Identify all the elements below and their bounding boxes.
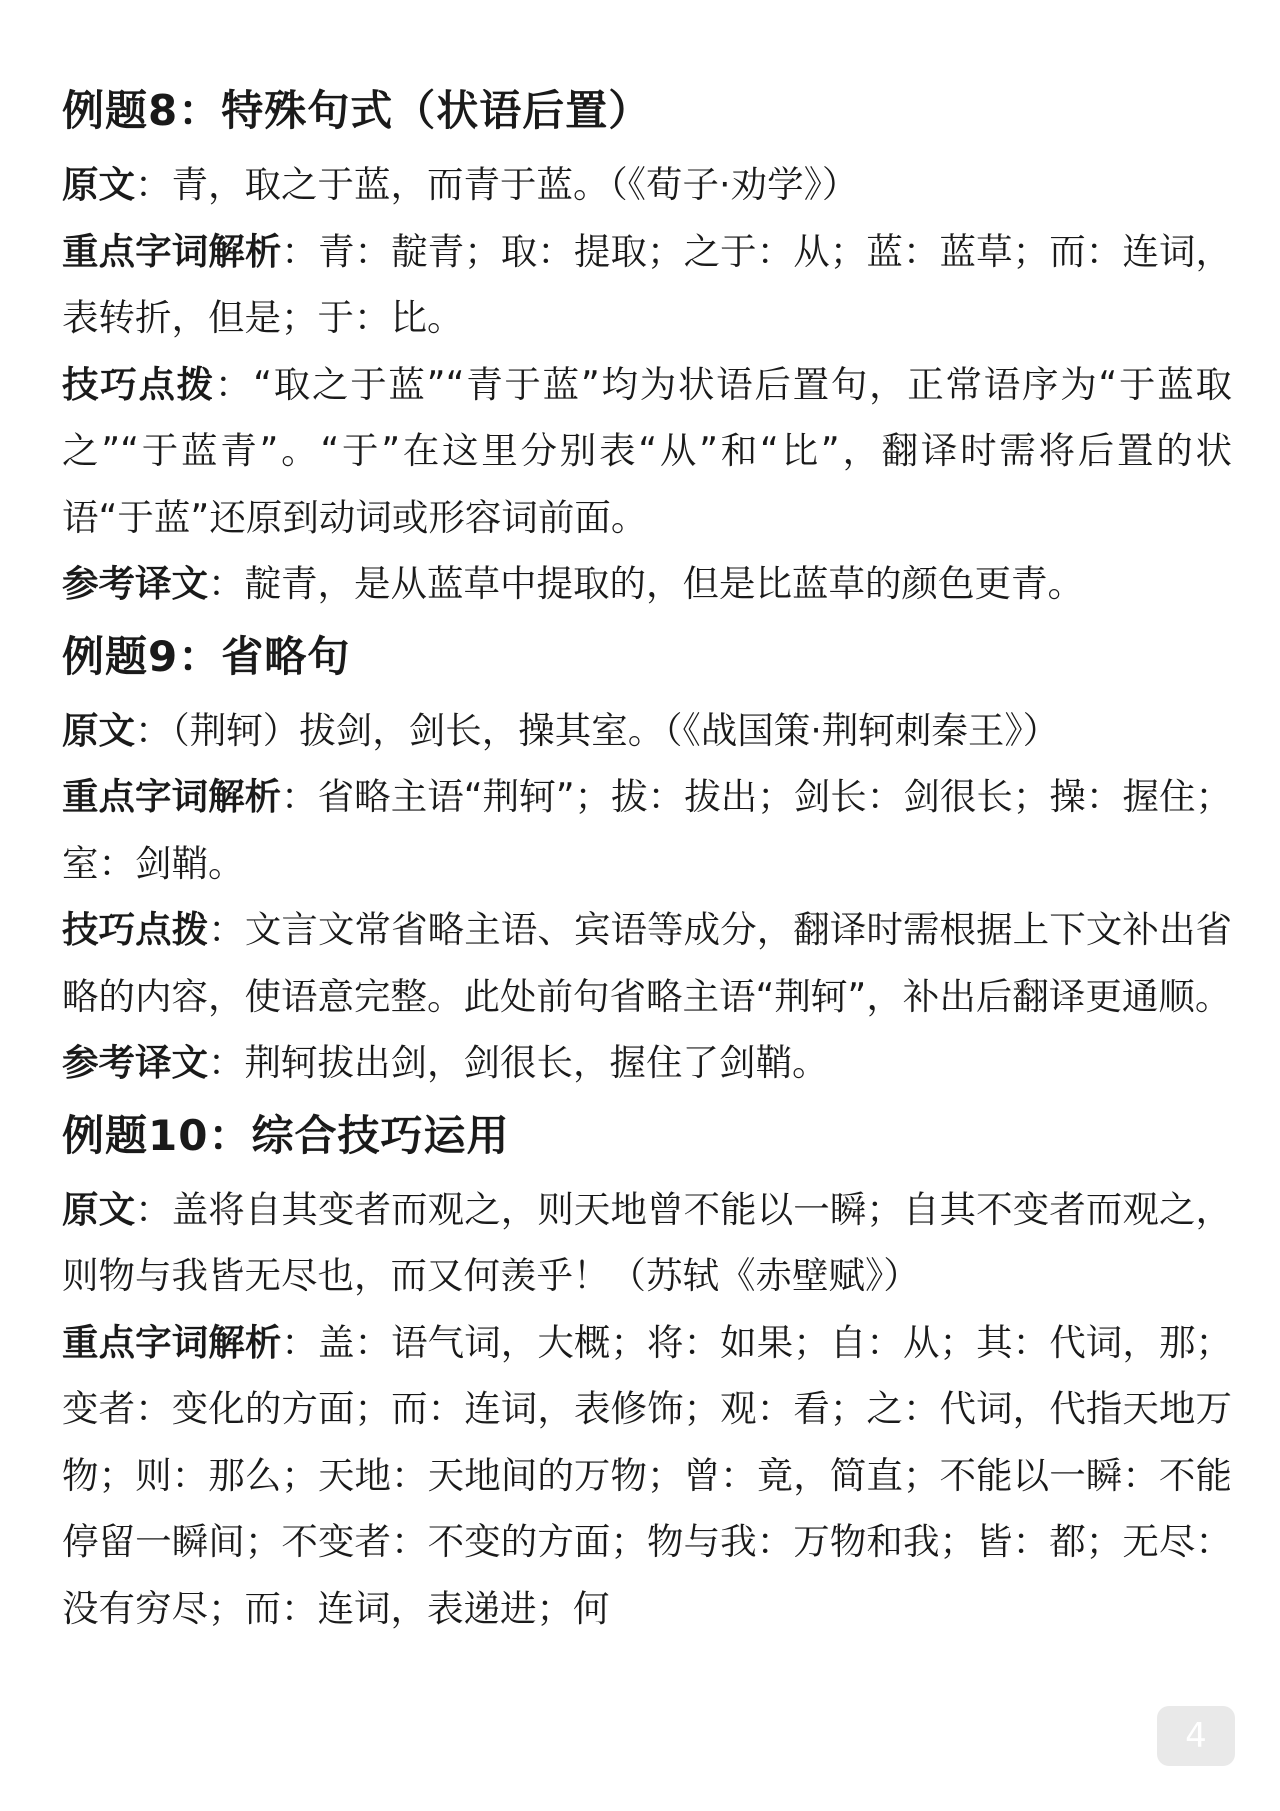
- tips-content: ：文言文常省略主语、宾语等成分，翻译时需根据上下文补出省略的内容，使语意完整。此处前句省略主语“荆轲”，补出后翻译更通顺。: [62, 908, 1233, 1018]
- example-8-original-text: [62, 152, 1232, 219]
- example-9-original-text: [62, 698, 1232, 765]
- page-number-badge: 4: [1157, 1706, 1235, 1766]
- key-words-content: ：省略主语“荆轲”；拔：拔出；剑长：剑很长；操：握住；室：剑鞘。: [62, 775, 1233, 885]
- example-8-section: [62, 78, 1232, 618]
- original-text-label: 原文: [62, 1187, 136, 1231]
- example-9-translation: [62, 1030, 1232, 1097]
- example-10-original-text: [62, 1177, 1232, 1310]
- example-9-section: [62, 624, 1232, 1097]
- example-9-heading: 例题9：省略句: [62, 631, 351, 681]
- example-10-heading: 例题10：综合技巧运用: [62, 1110, 510, 1160]
- key-words-content: ：青：靛青；取：提取；之于：从；蓝：蓝草；而：连词，表转折，但是；于：比。: [62, 229, 1233, 339]
- example-10-section: [62, 1103, 1232, 1643]
- example-8-heading: 例题8：特殊句式（状语后置）: [62, 86, 652, 135]
- translation-label: 参考译文: [62, 1041, 208, 1084]
- example-8-key-words: [62, 219, 1232, 352]
- tips-content: ：“取之于蓝”“青于蓝”均为状语后置句，正常语序为“于蓝取之”“于蓝青”。“于”在这里分别表“从”和“比”，翻译时需将后置的状语“于蓝”还原到动词或形容词前面。: [62, 362, 1233, 539]
- translation-content: ：荆轲拔出剑，剑很长，握住了剑鞘。: [208, 1041, 829, 1084]
- original-text-content: ：青，取之于蓝，而青于蓝。（《荀子·劝学》）: [135, 163, 859, 206]
- example-8-translation: [62, 551, 1232, 618]
- translation-label: 参考译文: [62, 562, 208, 605]
- key-words-label: 重点字词解析: [62, 229, 282, 273]
- original-text-label: 原文: [62, 163, 135, 206]
- tips-label: 技巧点拨: [62, 908, 209, 951]
- translation-content: ：靛青，是从蓝草中提取的，但是比蓝草的颜色更青。: [208, 562, 1084, 605]
- original-text-content: ：盖将自其变者而观之，则天地曾不能以一瞬；自其不变者而观之，则物与我皆无尽也，而又何羡乎！（苏轼《赤壁赋》）: [62, 1187, 1233, 1297]
- document-page: [62, 78, 1232, 1648]
- key-words-content: ：盖：语气词，大概；将：如果；自：从；其：代词，那；变者：变化的方面；而：连词，表修饰；观：看；之：代词，代指天地万物；则：那么；天地：天地间的万物；曾：竟，简直；不能以一瞬：不能停留一瞬间；不变者：不变的方面；物与我：万物和我；皆：都；无尽：没有穷尽；而：连词，表递进；何: [62, 1320, 1233, 1630]
- key-words-label: 重点字词解析: [62, 1320, 282, 1364]
- tips-label: 技巧点拨: [62, 362, 215, 406]
- original-text-label: 原文: [62, 708, 135, 752]
- key-words-label: 重点字词解析: [62, 775, 282, 818]
- original-text-content: ：（荆轲）拔剑，剑长，操其室。（《战国策·荆轲刺秦王》）: [135, 708, 1060, 752]
- example-10-key-words: [62, 1310, 1232, 1643]
- example-9-tips: [62, 897, 1232, 1030]
- example-8-tips: [62, 352, 1232, 552]
- example-9-key-words: [62, 764, 1232, 897]
